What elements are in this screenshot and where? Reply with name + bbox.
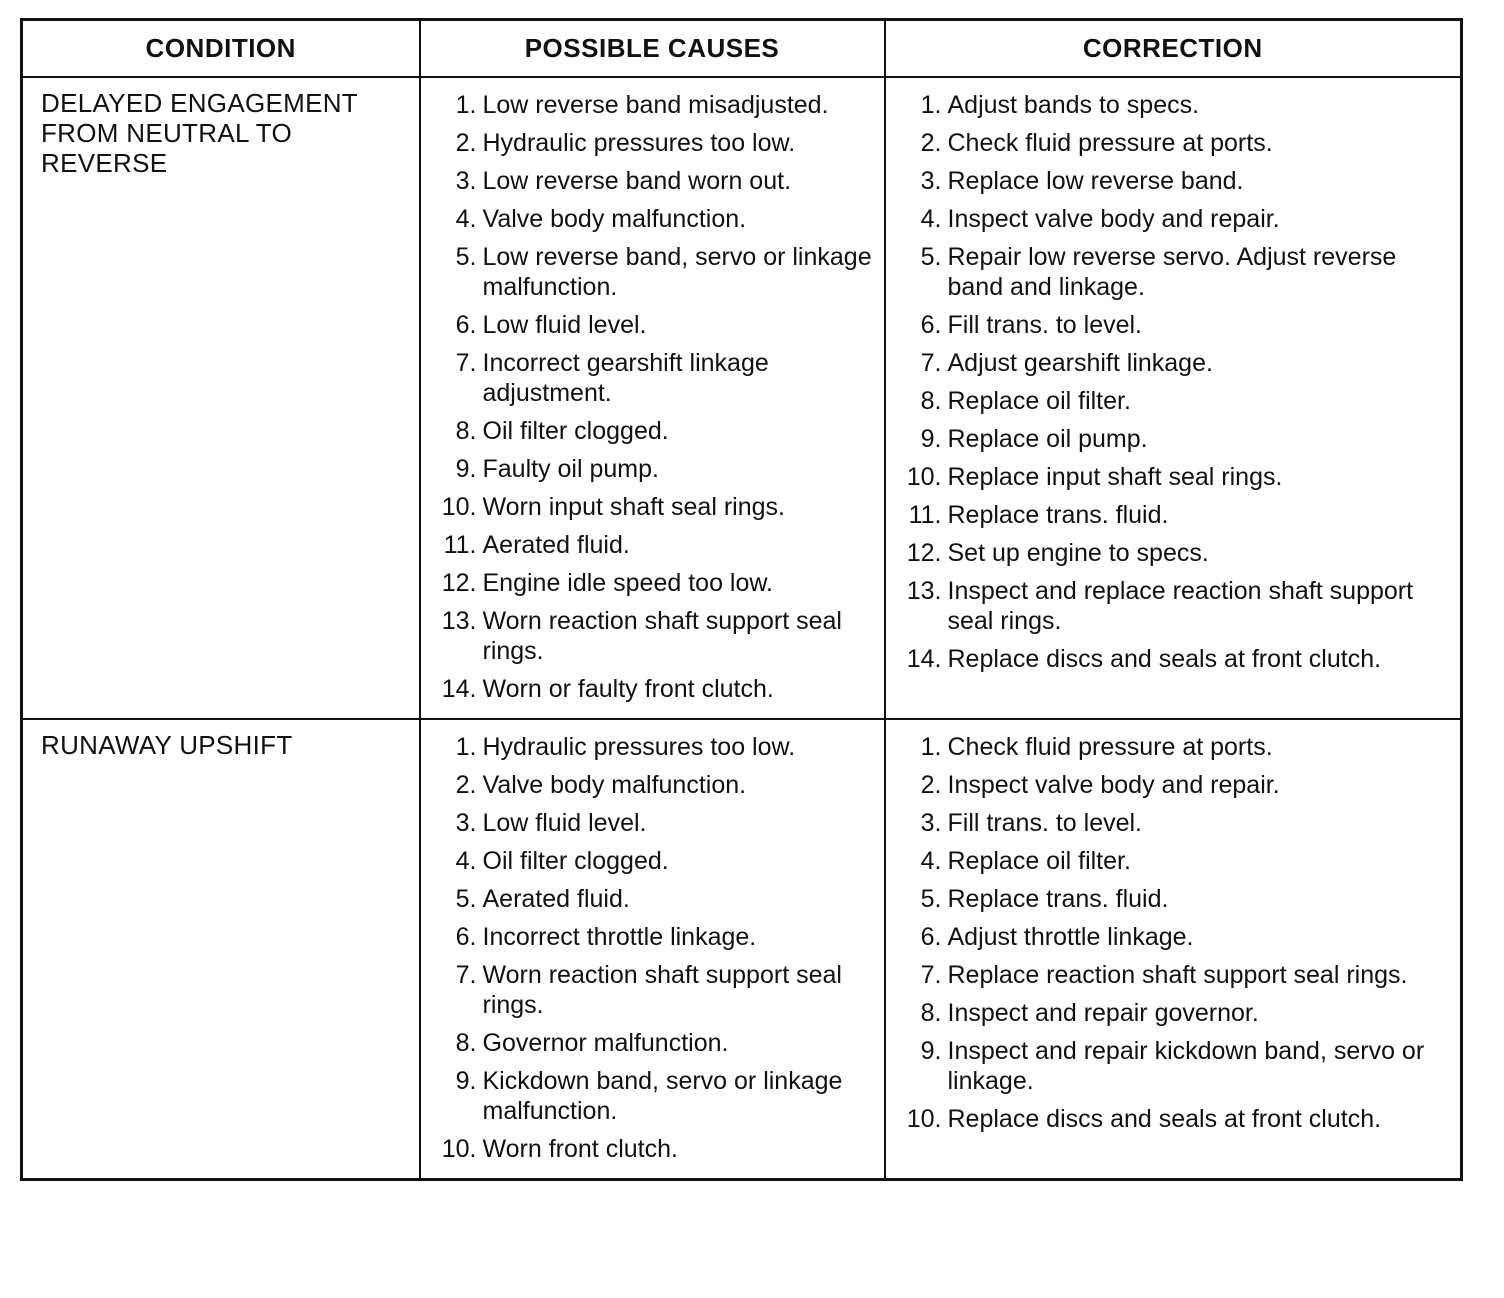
item-number: 5. xyxy=(920,885,942,913)
item-number: 8. xyxy=(455,417,477,445)
list-item xyxy=(421,492,874,522)
cause-text: Oil filter clogged. xyxy=(482,847,669,875)
possible-causes-cell xyxy=(420,77,885,719)
list-item xyxy=(886,242,1451,302)
item-number: 6. xyxy=(920,311,942,339)
header-possible-causes: POSSIBLE CAUSES xyxy=(420,20,885,78)
item-number: 7. xyxy=(920,961,942,989)
list-item xyxy=(886,424,1451,454)
list-item xyxy=(886,998,1451,1028)
item-number: 10. xyxy=(441,1135,477,1163)
list-item xyxy=(421,846,874,876)
item-number: 7. xyxy=(455,349,477,377)
correction-cell xyxy=(885,719,1462,1180)
possible-causes-cell xyxy=(420,719,885,1180)
item-number: 5. xyxy=(455,885,477,913)
list-item xyxy=(421,960,874,1020)
list-item xyxy=(886,204,1451,234)
header-condition: CONDITION xyxy=(22,20,420,78)
condition-cell: DELAYED ENGAGEMENT FROM NEUTRAL TO REVERSE xyxy=(22,77,420,719)
diagnosis-table xyxy=(20,18,1463,1181)
cause-text: Hydraulic pressures too low. xyxy=(482,129,796,157)
item-number: 11. xyxy=(908,501,942,529)
correction-text: Inspect valve body and repair. xyxy=(947,205,1280,233)
header-row xyxy=(22,20,1462,78)
cause-text: Worn or faulty front clutch. xyxy=(482,675,774,703)
list-item xyxy=(421,732,874,762)
list-item xyxy=(886,884,1451,914)
item-number: 4. xyxy=(455,847,477,875)
item-number: 13. xyxy=(906,577,942,605)
table-row xyxy=(22,719,1462,1180)
item-number: 14. xyxy=(906,645,942,673)
list-item xyxy=(886,90,1451,120)
item-number: 10. xyxy=(441,493,477,521)
item-number: 6. xyxy=(455,923,477,951)
cause-text: Low fluid level. xyxy=(482,311,647,339)
cause-text: Aerated fluid. xyxy=(482,531,630,559)
item-number: 2. xyxy=(920,771,942,799)
list-item xyxy=(886,462,1451,492)
correction-cell xyxy=(885,77,1462,719)
item-number: 7. xyxy=(920,349,942,377)
correction-text: Inspect and replace reaction shaft support seal rings. xyxy=(947,577,1414,635)
item-number: 5. xyxy=(455,243,477,271)
list-item xyxy=(886,128,1451,158)
corrections-list xyxy=(886,78,1461,688)
list-item xyxy=(421,454,874,484)
correction-text: Check fluid pressure at ports. xyxy=(947,733,1273,761)
item-number: 5. xyxy=(920,243,942,271)
item-number: 2. xyxy=(455,771,477,799)
cause-text: Oil filter clogged. xyxy=(482,417,669,445)
item-number: 4. xyxy=(920,205,942,233)
item-number: 9. xyxy=(455,455,477,483)
list-item xyxy=(421,1134,874,1164)
correction-text: Replace oil pump. xyxy=(947,425,1148,453)
list-item xyxy=(886,576,1451,636)
cause-text: Worn input shaft seal rings. xyxy=(482,493,785,521)
item-number: 9. xyxy=(455,1067,477,1095)
correction-text: Adjust throttle linkage. xyxy=(947,923,1194,951)
list-item xyxy=(886,846,1451,876)
causes-list xyxy=(421,78,884,718)
list-item xyxy=(421,128,874,158)
item-number: 1. xyxy=(455,91,477,119)
item-number: 2. xyxy=(920,129,942,157)
cause-text: Low reverse band misadjusted. xyxy=(482,91,829,119)
list-item xyxy=(421,242,874,302)
correction-text: Check fluid pressure at ports. xyxy=(947,129,1273,157)
list-item xyxy=(421,606,874,666)
item-number: 8. xyxy=(920,999,942,1027)
item-number: 11. xyxy=(443,531,477,559)
list-item xyxy=(421,674,874,704)
item-number: 3. xyxy=(455,809,477,837)
cause-text: Faulty oil pump. xyxy=(482,455,659,483)
list-item xyxy=(886,770,1451,800)
list-item xyxy=(421,1028,874,1058)
correction-text: Fill trans. to level. xyxy=(947,809,1143,837)
item-number: 7. xyxy=(455,961,477,989)
list-item xyxy=(421,884,874,914)
item-number: 12. xyxy=(441,569,477,597)
item-number: 14. xyxy=(441,675,477,703)
correction-text: Set up engine to specs. xyxy=(947,539,1209,567)
list-item xyxy=(886,538,1451,568)
item-number: 1. xyxy=(920,91,942,119)
correction-text: Replace input shaft seal rings. xyxy=(947,463,1283,491)
item-number: 8. xyxy=(920,387,942,415)
correction-text: Adjust gearshift linkage. xyxy=(947,349,1213,377)
item-number: 10. xyxy=(906,1105,942,1133)
cause-text: Low reverse band worn out. xyxy=(482,167,792,195)
list-item xyxy=(421,530,874,560)
item-number: 3. xyxy=(920,167,942,195)
list-item xyxy=(421,166,874,196)
list-item xyxy=(421,90,874,120)
item-number: 2. xyxy=(455,129,477,157)
cause-text: Worn reaction shaft support seal rings. xyxy=(482,607,842,665)
item-number: 1. xyxy=(455,733,477,761)
list-item xyxy=(886,960,1451,990)
list-item xyxy=(421,922,874,952)
list-item xyxy=(421,204,874,234)
correction-text: Fill trans. to level. xyxy=(947,311,1143,339)
correction-text: Replace trans. fluid. xyxy=(947,885,1169,913)
correction-text: Adjust bands to specs. xyxy=(947,91,1200,119)
cause-text: Low reverse band, servo or linkage malfunction. xyxy=(482,243,872,301)
corrections-list xyxy=(886,720,1461,1148)
list-item xyxy=(886,166,1451,196)
correction-text: Replace trans. fluid. xyxy=(947,501,1169,529)
cause-text: Valve body malfunction. xyxy=(482,771,747,799)
correction-text: Replace discs and seals at front clutch. xyxy=(947,645,1382,673)
list-item xyxy=(886,386,1451,416)
list-item xyxy=(886,1036,1451,1096)
item-number: 8. xyxy=(455,1029,477,1057)
cause-text: Incorrect gearshift linkage adjustment. xyxy=(482,349,769,407)
cause-text: Incorrect throttle linkage. xyxy=(482,923,757,951)
item-number: 3. xyxy=(920,809,942,837)
list-item xyxy=(886,808,1451,838)
correction-text: Inspect and repair kickdown band, servo or linkage. xyxy=(947,1037,1425,1095)
cause-text: Governor malfunction. xyxy=(482,1029,729,1057)
cause-text: Worn reaction shaft support seal rings. xyxy=(482,961,842,1019)
item-number: 3. xyxy=(455,167,477,195)
list-item xyxy=(886,732,1451,762)
list-item xyxy=(886,644,1451,674)
correction-text: Replace reaction shaft support seal rings. xyxy=(947,961,1408,989)
correction-text: Repair low reverse servo. Adjust reverse band and linkage. xyxy=(947,243,1397,301)
list-item xyxy=(421,1066,874,1126)
item-number: 6. xyxy=(455,311,477,339)
list-item xyxy=(886,1104,1451,1134)
item-number: 1. xyxy=(920,733,942,761)
item-number: 6. xyxy=(920,923,942,951)
item-number: 9. xyxy=(920,425,942,453)
item-number: 4. xyxy=(455,205,477,233)
list-item xyxy=(886,310,1451,340)
item-number: 13. xyxy=(441,607,477,635)
correction-text: Replace oil filter. xyxy=(947,847,1131,875)
correction-text: Replace low reverse band. xyxy=(947,167,1244,195)
table-row xyxy=(22,77,1462,719)
cause-text: Valve body malfunction. xyxy=(482,205,747,233)
list-item xyxy=(421,348,874,408)
correction-text: Replace oil filter. xyxy=(947,387,1131,415)
list-item xyxy=(421,568,874,598)
list-item xyxy=(421,770,874,800)
causes-list xyxy=(421,720,884,1178)
item-number: 10. xyxy=(906,463,942,491)
cause-text: Engine idle speed too low. xyxy=(482,569,773,597)
cause-text: Kickdown band, servo or linkage malfunction. xyxy=(482,1067,843,1125)
list-item xyxy=(421,416,874,446)
cause-text: Hydraulic pressures too low. xyxy=(482,733,796,761)
list-item xyxy=(886,500,1451,530)
list-item xyxy=(886,922,1451,952)
correction-text: Inspect valve body and repair. xyxy=(947,771,1280,799)
item-number: 9. xyxy=(920,1037,942,1065)
item-number: 12. xyxy=(906,539,942,567)
list-item xyxy=(886,348,1451,378)
list-item xyxy=(421,808,874,838)
cause-text: Low fluid level. xyxy=(482,809,647,837)
correction-text: Replace discs and seals at front clutch. xyxy=(947,1105,1382,1133)
cause-text: Aerated fluid. xyxy=(482,885,630,913)
cause-text: Worn front clutch. xyxy=(482,1135,678,1163)
item-number: 4. xyxy=(920,847,942,875)
correction-text: Inspect and repair governor. xyxy=(947,999,1259,1027)
condition-cell: RUNAWAY UPSHIFT xyxy=(22,719,420,1180)
header-correction: CORRECTION xyxy=(885,20,1462,78)
list-item xyxy=(421,310,874,340)
